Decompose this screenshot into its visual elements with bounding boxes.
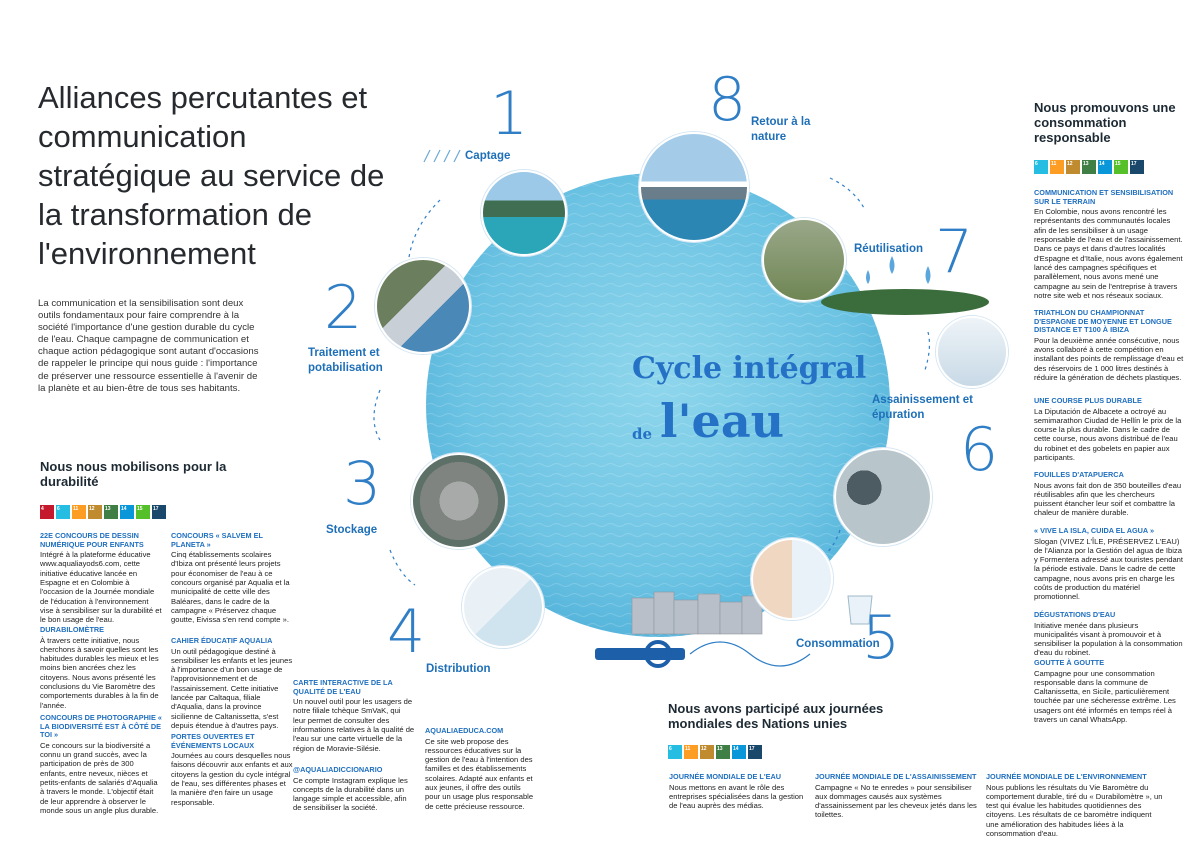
left-item-1 [40,532,162,625]
right-item-3 [1034,397,1184,462]
item-title: UNE COURSE PLUS DURABLE [1034,396,1142,405]
item-title: « VIVE LA ISLA, CUIDA EL AGUA » [1034,526,1155,535]
sdg-icon: 14 [732,745,746,759]
sdg-icon: 14 [120,505,134,519]
cycle-title-de: de [632,425,653,443]
left-item-3 [40,714,162,815]
sdg-icon: 12 [88,505,102,519]
photo-nature [639,132,749,242]
item-text: Journées au cours desquelles nous faisons découvrir aux enfants et aux citoyens la gestion du cycle intégral de l'eau, ses différentes phases et la manière d'en faire un usage responsable. [171,751,293,807]
item-text: Pour la deuxième année consécutive, nous avons collaboré à cette compétition en installant des points de remplissage d'eau et des réservoirs de 1 000 litres destinés à réduire la génération de déchets plastiques. [1034,335,1184,382]
stage-6-number: 6 [960,415,999,485]
stage-8-number: 8 [708,65,747,135]
item-text: Ce concours sur la biodiversité a connu un grand succès, avec la participation de près de 300 enfants, entre neveux, nièces et petits-enfants de salariés d'Aqualia à travers le monde. L'objectif était de leur apprendre à observer le monde sous un angle plus durable. [40,740,159,815]
cycle-title-line1: Cycle intégral [632,351,867,386]
item-text: Nous avons fait don de 350 bouteilles d'eau réutilisables afin que les chercheurs puissent étancher leur soif et combattre la chaleur de manière durable. [1034,480,1182,518]
item-text: Slogan (VIVEZ L'ÎLE, PRÉSERVEZ L'EAU) de l'Alianza por la Gestión del agua de Ibiza y Formentera adressé aux touristes pendant la période estivale. Dans le cadre de cette campagne, nous avons pris en charge les coûts de production du matériel promotionnel. [1034,536,1184,602]
left-item-4 [171,532,293,625]
left-heading: Nous nous mobilisons pour la durabilité [40,459,227,489]
sdg-icon: 17 [748,745,762,759]
stage-7-number: 7 [935,217,974,287]
item-text: Campagne « No te enredes » pour sensibiliser aux dommages causés aux systèmes d'assainissement par les cheveux jetés dans les toilettes. [815,782,977,820]
photo-lab [936,316,1008,388]
item-title: DÉGUSTATIONS D'EAU [1034,610,1116,619]
sdg-icons-bottom [668,745,762,759]
right-item-2 [1034,309,1184,382]
item-title: @AQUALIADICCIONARIO [293,765,383,774]
sdg-icon: 15 [1114,160,1128,174]
left-item-8 [293,766,415,813]
item-text: Un nouvel outil pour les usagers de notre filiale tchèque SmVaK, qui leur permet de consulter des informations relatives à la qualité de l'eau sur une carte virtuelle de la région de Moravie-Silésie. [293,697,415,753]
sdg-icon: 6 [56,505,70,519]
right-item-4 [1034,471,1184,518]
item-text: Intégré à la plateforme éducative www.aqualiayods6.com, cette initiative éducative lancée en Espagne et en Colombie à l'occasion de la Journée mondiale de l'éducation à l'environnement vise à sensibiliser sur la durabilité et le bon usage de l'eau. [40,550,162,625]
item-title: FOUILLES D'ATAPUERCA [1034,470,1124,479]
photo-consumption [751,538,833,620]
item-title: DURABILOMÈTRE [40,625,105,634]
page-title: Alliances percutantes et communication stratégique au service de la transformation de l'environnement [38,80,385,271]
photo-captage [481,170,567,256]
sdg-icon: 13 [1082,160,1096,174]
intro-paragraph: La communication et la sensibilisation sont deux outils fondamentaux pour faire comprendre à la société l'importance d'une gestion durable du cycle de l'eau. Chaque campagne de communication et chaque action pédagogique sont autant d'occasions de rappeler le principe qui nous guide : l'importance de préserver une ressource essentielle à l'avenir de la planète et au bien-être de tous ses habitants. [38,298,259,394]
item-title: CAHIER ÉDUCATIF AQUALIA [171,636,273,645]
item-title: 22E CONCOURS DE DESSIN NUMÉRIQUE POUR ENFANTS [40,531,144,549]
sdg-icon: 15 [136,505,150,519]
item-title: JOURNÉE MONDIALE DE L'EAU [669,772,782,781]
stage-3-number: 3 [343,449,382,519]
cycle-title-line2: l'eau [660,394,785,448]
item-text: À travers cette initiative, nous cherchons à savoir quelles sont les habitudes durables les mieux et les moins bien ancrées chez les citoyens. Nous avons présenté les conclusions du Vie Baromètre des comportements durables à la fin de l'année. [40,635,159,710]
photo-sanitation [834,448,932,546]
bottom-item-2 [815,773,977,820]
item-title: TRIATHLON DU CHAMPIONNAT D'ESPAGNE DE MOYENNE ET LONGUE DISTANCE ET T100 À IBIZA [1034,308,1172,335]
item-text: Cinq établissements scolaires d'Ibiza ont présenté leurs projets pour économiser de l'eau à ce concours organisé par Aqualia et la municipalité de cette ville des Baléares, dans le cadre de la campagne « Préservez chaque goutte, Eivissa s'en rend compte ». [171,550,290,625]
sdg-icon: 6 [668,745,682,759]
sdg-icon: 6 [1034,160,1048,174]
left-item-9 [425,727,535,811]
stage-2-number: 2 [324,273,363,343]
item-text: Un outil pédagogique destiné à sensibiliser les enfants et les jeunes à l'importance d'un bon usage de l'approvisionnement et de l'assainissement. Cette initiative lancée par Caltaqua, filiale d'Aqualia, dans la province sicilienne de Caltanissetta, s'est depuis étendue à d'autres pays. [171,646,293,730]
sdg-icon: 12 [700,745,714,759]
item-text: Nous publions les résultats du Vie Baromètre du comportement durable, tiré du « Durabilomètre », un test qui évalue les habitudes quotidiennes des citoyens. Les résultats de ce baromètre indiquent une amélioration des habitudes liées à la consommation d'eau. [986,782,1163,839]
sdg-icon: 12 [1066,160,1080,174]
item-text: Campagne pour une consommation responsable dans la commune de Caltanissetta, en Sicile, particulièrement touchée par une sécheresse extrême. Les usagers ont été informés en temps réel à travers un canal WhatsApp. [1034,668,1176,725]
item-title: AQUALIAEDUCA.COM [425,726,504,735]
left-item-7 [293,679,415,753]
item-text: Ce site web propose des ressources éducatives sur la gestion de l'eau à l'intention des familles et des établissements scolaires. Adapté aux enfants et aux jeunes, il offre des outils pour un usage plus responsable de cette précieuse ressource. [425,736,534,811]
sdg-icons-left [40,505,166,519]
bottom-item-1 [669,773,805,810]
sdg-icon: 11 [1050,160,1064,174]
stage-1-number: 1 [490,79,529,149]
bottom-heading: Nous avons participé aux journées mondiales des Nations unies [668,701,884,731]
item-title: CONCOURS DE PHOTOGRAPHIE « LA BIODIVERSITÉ EST À CÔTÉ DE TOI » [40,713,162,740]
stage-7-label: Réutilisation [854,243,924,255]
item-title: JOURNÉE MONDIALE DE L'ASSAINISSEMENT [815,772,977,781]
right-item-7 [1034,659,1184,724]
item-title: COMMUNICATION ET SENSIBILISATION SUR LE TERRAIN [1034,188,1174,206]
sdg-icon: 17 [1130,160,1144,174]
sdg-icons-right [1034,160,1144,174]
stage-2-label: Traitement et potabilisation [308,347,383,374]
sdg-icon: 4 [40,505,54,519]
item-text: Initiative menée dans plusieurs municipalités visant à promouvoir et à sensibiliser la population à la consommation d'eau du robinet. [1034,620,1183,658]
bottom-item-3 [986,773,1166,838]
stage-5-label: Consommation [796,638,880,650]
right-item-6 [1034,611,1184,658]
item-text: La Diputación de Albacete a octroyé au semimarathon Ciudad de Hellín le prix de la course la plus durable. Dans le cadre de cette course, nous avons distribué de l'eau du robinet et des gobelets en papier aux participants. [1034,406,1182,463]
stage-8-label: Retour à la nature [751,116,811,143]
stage-4-label: Distribution [426,663,491,675]
stage-5-number: 5 [862,603,901,673]
photo-treatment [375,258,471,354]
sdg-icon: 13 [716,745,730,759]
photo-reuse [762,218,846,302]
left-item-5 [171,637,293,730]
right-heading: Nous promouvons une consommation responsable [1034,100,1176,145]
sdg-icon: 11 [72,505,86,519]
right-item-1 [1034,189,1184,300]
sdg-icon: 11 [684,745,698,759]
item-text: En Colombie, nous avons rencontré les représentants des communautés locales afin de les sensibiliser à un usage responsable de l'eau et de l'assainissement. Dans ce pays et dans d'autres localités d'Espagne et d'Italie, nous avons également lancé des campagnes spécifiques et parallèlement, nous avons mené une campagne au sein de l'entreprise à travers notre site web et nos réseaux sociaux. [1034,207,1183,300]
item-title: PORTES OUVERTES ET ÉVÉNEMENTS LOCAUX [171,732,255,750]
photo-distribution [462,566,544,648]
left-item-6 [171,733,293,807]
stage-6-label: Assainissement et épuration [872,394,973,421]
sdg-icon: 13 [104,505,118,519]
item-text: Nous mettons en avant le rôle des entreprises spécialisées dans la gestion de l'eau auprès des médias. [669,782,804,811]
stage-4-number: 4 [387,597,426,667]
stage-3-label: Stockage [326,524,378,536]
photo-storage [411,453,507,549]
item-text: Ce compte Instagram explique les concepts de la durabilité dans un langage simple et accessible, afin de sensibiliser la société. [293,775,408,813]
sdg-icon: 14 [1098,160,1112,174]
item-title: GOUTTE À GOUTTE [1034,658,1105,667]
item-title: JOURNÉE MONDIALE DE L'ENVIRONNEMENT [986,772,1147,781]
stage-1-label: Captage [465,150,511,162]
left-item-2 [40,626,162,710]
item-title: CARTE INTERACTIVE DE LA QUALITÉ DE L'EAU [293,678,393,696]
sdg-icon: 17 [152,505,166,519]
item-title: CONCOURS « SALVEM EL PLANETA » [171,531,263,549]
right-item-5 [1034,527,1184,602]
